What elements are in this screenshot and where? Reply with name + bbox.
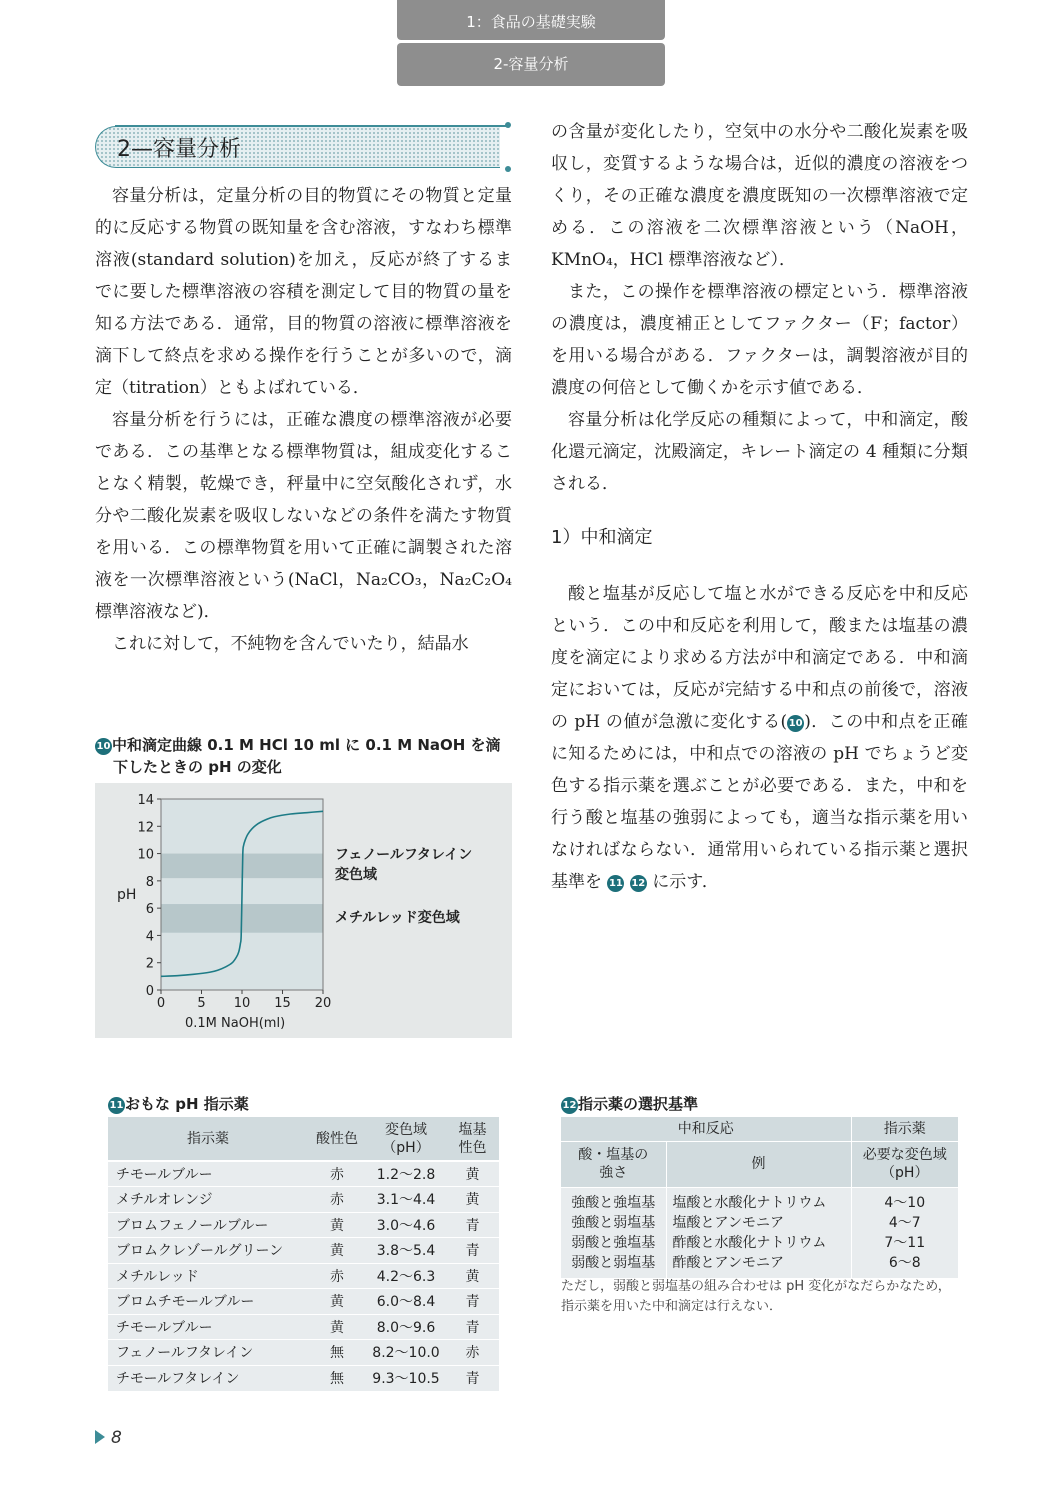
header-indicator: 指示薬 (108, 1117, 308, 1161)
y-tick-label: 6 (145, 902, 154, 918)
ref-badge-12[interactable]: 12 (630, 875, 647, 892)
page-number (95, 1428, 122, 1448)
indicator-name: ブロムフェノールブルー (108, 1212, 308, 1238)
y-tick-label: 8 (145, 874, 154, 890)
acid-color: 無 (308, 1340, 366, 1366)
heading-rule (115, 125, 507, 127)
subheading-neutralization: 1）中和滴定 (551, 527, 653, 548)
indicator-name: チモールブルー (108, 1314, 308, 1340)
indicator-name: フェノールフタレイン (108, 1340, 308, 1366)
transition-range: 1.2～2.8 (366, 1161, 446, 1187)
acid-color: 黄 (308, 1314, 366, 1340)
header-acid-color: 酸性色 (308, 1117, 366, 1161)
header-example: 例 (666, 1141, 851, 1187)
figure-10-caption (95, 734, 515, 778)
acid-color: 赤 (308, 1263, 366, 1289)
table-12-caption (561, 1093, 698, 1114)
paragraph-7-b: ．この中和点を正確に知るためには，中和点での溶液の pH でちょうど変色する指示薬を選ぶことが必要である．また，中和を行う酸と塩基の強弱によっても，適当な指示薬を用いなければならない．通常用いられている指示薬と選択基準を (551, 712, 969, 892)
strength-1: 強酸と強塩基 (571, 1194, 656, 1211)
figure-10-badge: 10 (95, 738, 112, 755)
figure-10-caption-line1: 中和滴定曲線 0.1 M HCl 10 ml に 0.1 M NaOH を滴 (112, 736, 501, 754)
range-1: 4～10 (884, 1194, 926, 1211)
strength-4: 弱酸と弱塩基 (571, 1254, 656, 1271)
chapter-tab: 1：食品の基礎実験 (397, 0, 665, 40)
page-marker-icon (95, 1430, 105, 1444)
y-tick-label: 2 (145, 956, 154, 972)
example-2: 塩酸とアンモニア (672, 1214, 784, 1231)
range-cell (851, 1187, 958, 1278)
table-12-header-row-2 (561, 1141, 958, 1187)
x-tick-label: 0 (156, 996, 166, 1011)
table-11-header-row (108, 1117, 499, 1161)
table-row (108, 1238, 499, 1264)
transition-range: 6.0～8.4 (366, 1289, 446, 1315)
base-color: 青 (446, 1289, 499, 1315)
figure-10-caption-line2: 下したときの pH の変化 (113, 758, 282, 776)
heading-dot-bottom (505, 166, 511, 172)
paragraph-6: 容量分析は化学反応の種類によって，中和滴定，酸化還元滴定，沈殿滴定，キレート滴定の 4 種類に分類される． (551, 410, 968, 494)
table-12-badge: 12 (561, 1097, 578, 1114)
section-heading (95, 126, 512, 168)
acid-color: 赤 (308, 1161, 366, 1187)
transition-range: 3.0～4.6 (366, 1212, 446, 1238)
base-color: 赤 (446, 1340, 499, 1366)
table-row (108, 1187, 499, 1213)
table-row (108, 1340, 499, 1366)
strength-cell (561, 1187, 666, 1278)
indicator-name: メチルレッド (108, 1263, 308, 1289)
paragraph-4: の含量が変化したり，空気中の水分や二酸化炭素を吸収し，変質するような場合は，近似的濃度の溶液をつくり，その正確な濃度を濃度既知の一次標準溶液で定める．この溶液を二次標準溶液という（NaOH，KMnO₄，HCl 標準溶液など）． (551, 122, 968, 270)
page-number-text: 8 (111, 1428, 122, 1448)
table-12-note: ただし，弱酸と弱塩基の組み合わせは pH 変化がなだらかなため，指示薬を用いた中和滴定は行えない． (561, 1279, 951, 1314)
header-indicator-12: 指示薬 (851, 1117, 958, 1141)
range-3: 7～11 (884, 1234, 926, 1251)
titration-chart (95, 783, 512, 1038)
table-row (108, 1161, 499, 1187)
y-tick-label: 0 (145, 984, 154, 999)
base-color: 青 (446, 1314, 499, 1340)
paragraph-5: また，この操作を標準溶液の標定という．標準溶液の濃度は，濃度補正としてファクター（F；factor）を用いる場合がある．ファクターは，調製溶液が目的濃度の何倍として働くかを示す値である． (551, 282, 968, 398)
y-tick-label: 14 (137, 793, 154, 808)
paragraph-3: これに対して，不純物を含んでいたり，結晶水 (112, 634, 469, 654)
acid-color: 無 (308, 1365, 366, 1391)
table-11-badge: 11 (108, 1097, 125, 1114)
x-tick-label: 10 (233, 996, 251, 1011)
transition-range: 4.2～6.3 (366, 1263, 446, 1289)
transition-range: 8.0～9.6 (366, 1314, 446, 1340)
example-1: 塩酸と水酸化ナトリウム (672, 1194, 827, 1211)
base-color: 黄 (446, 1187, 499, 1213)
left-column (95, 180, 512, 660)
paragraph-2-text: 容量分析を行うには，正確な濃度の標準溶液が必要である．この基準となる標準物質は，組成変化することなく精製，乾燥でき，秤量中に空気酸化されず，水分や二酸化炭素を吸収しないなどの条件を満たす物質を用いる．この標準物質を用いて正確に調製された溶液を一次標準溶液という (95, 410, 512, 590)
section-tab: 2-容量分析 (397, 43, 665, 86)
range-2: 4～7 (888, 1214, 921, 1231)
table-row (108, 1314, 499, 1340)
table-row (108, 1289, 499, 1315)
header-neutralization: 中和反応 (561, 1117, 851, 1141)
indicator-name: チモールブルー (108, 1161, 308, 1187)
x-tick-label: 20 (314, 996, 332, 1011)
acid-color: 黄 (308, 1238, 366, 1264)
acid-color: 黄 (308, 1212, 366, 1238)
transition-range: 3.8～5.4 (366, 1238, 446, 1264)
base-color: 青 (446, 1365, 499, 1391)
heading-dot-top (505, 122, 511, 128)
table-row (108, 1365, 499, 1391)
ref-badge-11[interactable]: 11 (607, 875, 624, 892)
paragraph-7: 酸と塩基が反応して塩と水ができる反応を中和反応という．この中和反応を利用して，酸または塩基の濃度を滴定により求める方法が中和滴定である．中和滴定においては，反応が完結する中和点の前後で，溶液の pH の値が急激に変化する( 10)．この中和点を正確に知るためには，中和点での溶液の pH でちょうど変色する指示薬を選ぶことが必要である．また，中和を行う酸と塩基の強弱によっても，適当な指示薬を用いなければならない．通常用いられている指示薬と選択基準を 11 12 に示す． (551, 584, 969, 892)
paragraph-2-chem: (NaCl，Na₂CO₃，Na₂C₂O₄標準溶液など)． (95, 570, 512, 622)
strength-3: 弱酸と強塩基 (571, 1234, 656, 1251)
x-axis-label: 0.1M NaOH(ml) (185, 1016, 286, 1031)
table-12-title: 指示薬の選択基準 (578, 1095, 699, 1113)
table-12-header-row-1 (561, 1117, 958, 1141)
base-color: 黄 (446, 1263, 499, 1289)
indicator-name: メチルオレンジ (108, 1187, 308, 1213)
x-tick-label: 15 (274, 996, 291, 1011)
phenolphthalein-label-2: 変色域 (335, 867, 377, 883)
base-color: 黄 (446, 1161, 499, 1187)
methyl-red-label: メチルレッド変色域 (335, 910, 460, 926)
transition-range: 8.2～10.0 (366, 1340, 446, 1366)
indicator-selection-table (561, 1117, 958, 1278)
acid-color: 赤 (308, 1187, 366, 1213)
paragraph-7-a: 酸と塩基が反応して塩と水ができる反応を中和反応という．この中和反応を利用して，酸または塩基の濃度を滴定により求める方法が中和滴定である．中和滴定においては，反応が完結する中和点の前後で，溶液の pH の値が急激に変化する (551, 584, 968, 732)
header-required-range: 必要な変色域 （pH） (851, 1141, 958, 1187)
header-strength: 酸・塩基の 強さ (561, 1141, 666, 1187)
paragraph-7-c: に示す． (652, 872, 719, 892)
paragraph-1: 容量分析は，定量分析の目的物質にその物質と定量的に反応する物質の既知量を含む溶液，すなわち標準溶液(standard solution)を加え，反応が終了するまでに要した標準溶液の容積を測定して目的物質の量を知る方法である．通常，目的物質の溶液に標準溶液を滴下して終点を求める操作を行うことが多いので，滴定（titration）ともよばれている． (95, 186, 512, 398)
indicator-name: ブロムクレゾールグリーン (108, 1238, 308, 1264)
header-range: 変色域 （pH） (366, 1117, 446, 1161)
table-11-title: おもな pH 指示薬 (125, 1095, 249, 1113)
example-4: 酢酸とアンモニア (672, 1254, 784, 1271)
range-4: 6～8 (888, 1254, 921, 1271)
example-3: 酢酸と水酸化ナトリウム (672, 1234, 827, 1251)
y-tick-label: 4 (145, 929, 154, 945)
indicator-name: チモールフタレイン (108, 1365, 308, 1391)
table-12-body-row (561, 1187, 958, 1278)
x-tick-label: 5 (197, 996, 206, 1011)
acid-color: 黄 (308, 1289, 366, 1315)
transition-range: 3.1～4.4 (366, 1187, 446, 1213)
paragraph-2 (95, 404, 512, 628)
y-tick-label: 12 (137, 820, 154, 836)
y-tick-label: 10 (137, 847, 154, 863)
table-row (108, 1212, 499, 1238)
strength-2: 強酸と弱塩基 (571, 1214, 656, 1231)
transition-range: 9.3～10.5 (366, 1365, 446, 1391)
table-11-caption (108, 1093, 249, 1114)
ph-indicator-table (108, 1117, 499, 1391)
base-color: 青 (446, 1238, 499, 1264)
phenolphthalein-label: フェノールフタレイン (335, 847, 473, 863)
ref-badge-10[interactable]: 10 (787, 715, 804, 732)
header-base-color: 塩基 性色 (446, 1117, 499, 1161)
y-axis-label: pH (117, 887, 137, 903)
section-title: 2—容量分析 (117, 137, 241, 162)
right-column (551, 116, 968, 898)
table-row (108, 1263, 499, 1289)
base-color: 青 (446, 1212, 499, 1238)
indicator-name: ブロムチモールブルー (108, 1289, 308, 1315)
titration-chart-svg (95, 783, 512, 1038)
example-cell (666, 1187, 851, 1278)
